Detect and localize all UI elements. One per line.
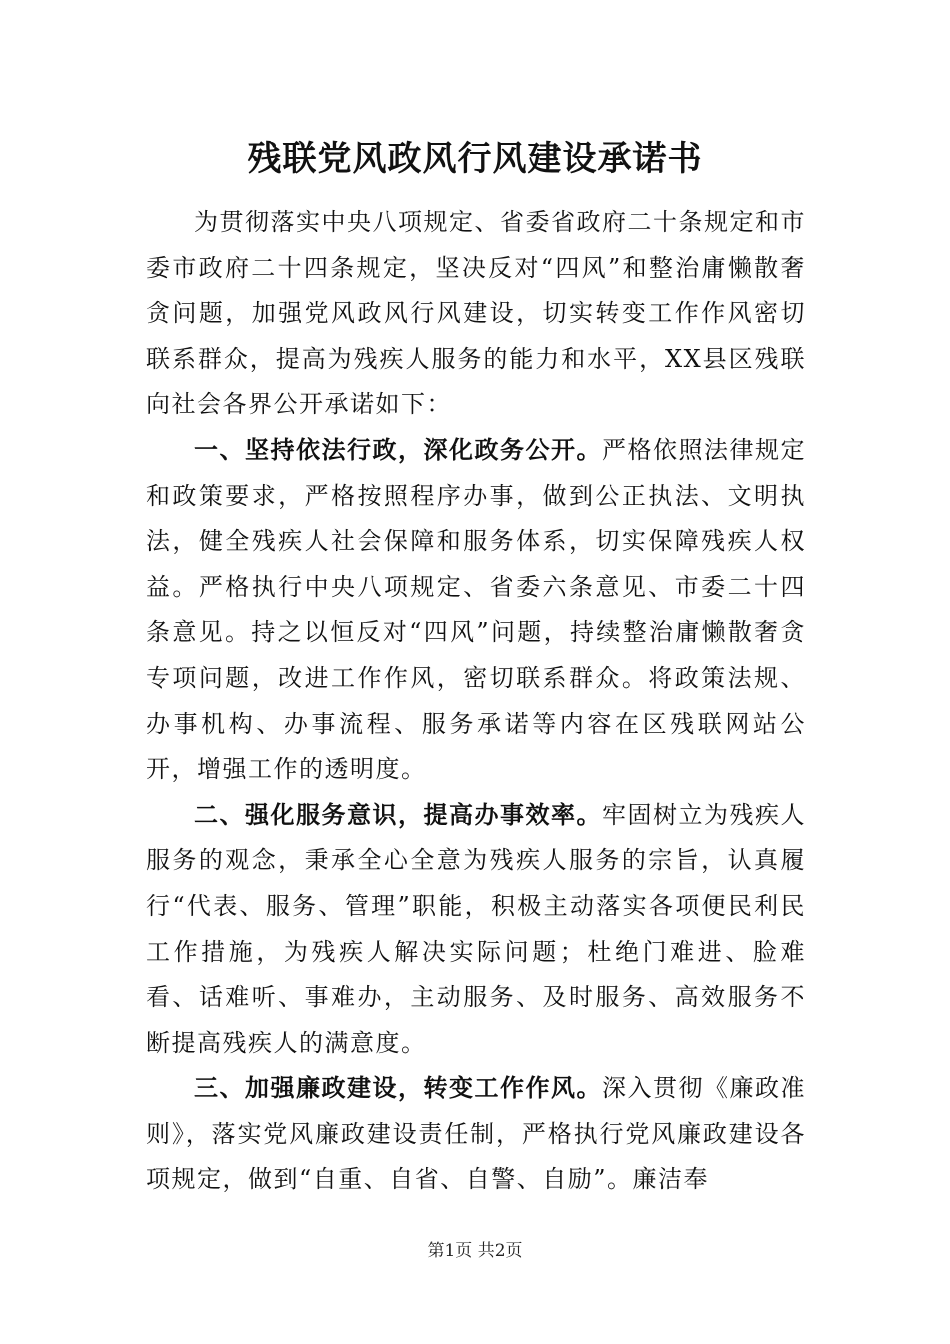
section-heading-3: 三、加强廉政建设，转变工作作风。 [194, 1074, 602, 1103]
section-heading-1: 一、坚持依法行政，深化政务公开。 [194, 435, 602, 464]
document-title: 残联党风政风行风建设承诺书 [247, 139, 703, 179]
document-body [146, 200, 806, 1203]
intro-paragraph: 为贯彻落实中央八项规定、省委省政府二十条规定和市委市政府二十四条规定，坚决反对“四风”和整治庸懒散奢贪问题，加强党风政风行风建设，切实转变工作作风密切联系群众，提高为残疾人服务的能力和水平，XX县区残联向社会各界公开承诺如下： [146, 208, 806, 419]
section-paragraph-3 [146, 1066, 806, 1203]
section-paragraph-2 [146, 793, 806, 1067]
section-text-3: 深入贯彻《廉政准则》，落实党风廉政建设责任制，严格执行党风廉政建设各项规定，做到“自重、自省、自警、自励”。廉洁奉 [146, 1074, 806, 1194]
page-number-footer: 第1页 共2页 [427, 1241, 523, 1261]
section-heading-2: 二、强化服务意识，提高办事效率。 [194, 800, 602, 829]
section-text-1: 严格依照法律规定和政策要求，严格按照程序办事，做到公正执法、文明执法，健全残疾人社会保障和服务体系，切实保障残疾人权益。严格执行中央八项规定、省委六条意见、市委二十四条意见。持之以恒反对“四风”问题，持续整治庸懒散奢贪专项问题，改进工作作风，密切联系群众。将政策法规、办事机构、办事流程、服务承诺等内容在区残联网站公开，增强工作的透明度。 [146, 435, 806, 784]
section-text-2: 牢固树立为残疾人服务的观念，秉承全心全意为残疾人服务的宗旨，认真履行“代表、服务、管理”职能，积极主动落实各项便民利民工作措施，为残疾人解决实际问题；杜绝门难进、脸难看、话难听、事难办，主动服务、及时服务、高效服务不断提高残疾人的满意度。 [146, 800, 806, 1057]
section-paragraph-1 [146, 428, 806, 793]
